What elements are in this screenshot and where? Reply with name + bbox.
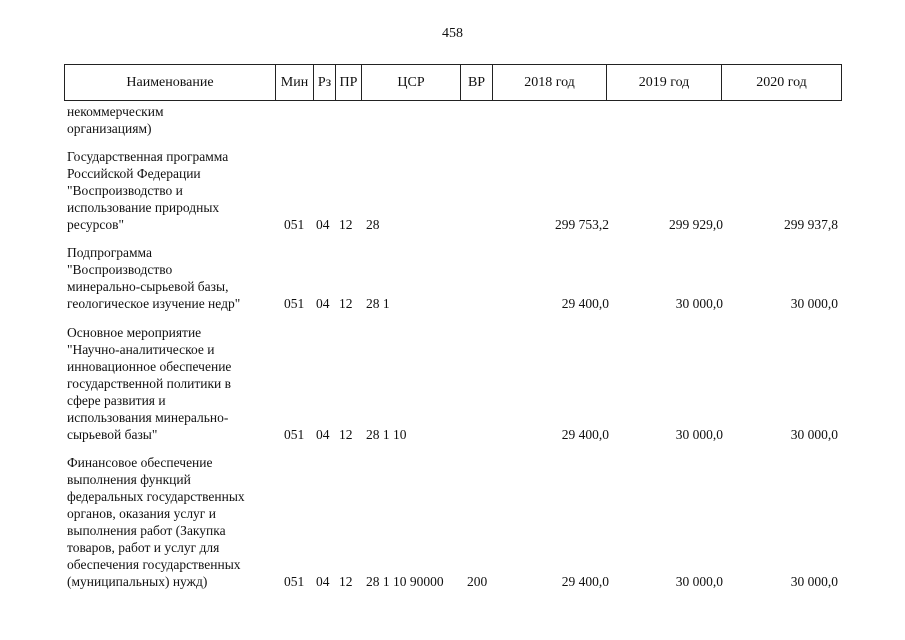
- row-name: Подпрограмма "Воспроизводство минерально-сырьевой базы, геологическое изучение недр": [67, 245, 241, 311]
- row-2020: 30 000,0: [790, 296, 838, 311]
- row-rz: 04: [316, 296, 330, 311]
- header-pr: ПР: [336, 65, 362, 101]
- row-rz: 04: [316, 427, 330, 442]
- row-vr: 200: [467, 574, 488, 589]
- header-vr: ВР: [461, 65, 493, 101]
- row-2018: 299 753,2: [555, 217, 609, 232]
- row-csr: 28 1 10 90000: [366, 574, 444, 589]
- row-min: 051: [284, 427, 305, 442]
- row-pr: 12: [339, 574, 353, 589]
- row-2020: 30 000,0: [790, 427, 838, 442]
- header-2018: 2018 год: [493, 65, 607, 101]
- header-rz: Рз: [314, 65, 336, 101]
- row-2019: 30 000,0: [675, 574, 723, 589]
- header-min: Мин: [276, 65, 314, 101]
- table-header: [64, 64, 842, 101]
- row-rz: 04: [316, 217, 330, 232]
- row-2018: 29 400,0: [561, 574, 609, 589]
- row-2019: 30 000,0: [675, 427, 723, 442]
- page-number: 458: [442, 26, 463, 41]
- row-csr: 28 1: [366, 296, 390, 311]
- row-csr: 28: [366, 217, 380, 232]
- row-name: Государственная программа Российской Федерации "Воспроизводство и использование природных ресурсов": [67, 149, 229, 232]
- row-2018: 29 400,0: [561, 427, 609, 442]
- row-pr: 12: [339, 217, 353, 232]
- header-2020: 2020 год: [722, 65, 842, 101]
- row-min: 051: [284, 574, 305, 589]
- header-csr: ЦСР: [362, 65, 461, 101]
- row-min: 051: [284, 296, 305, 311]
- row-2019: 299 929,0: [669, 217, 723, 232]
- row-2020: 30 000,0: [790, 574, 838, 589]
- row-2018: 29 400,0: [561, 296, 609, 311]
- row-rz: 04: [316, 574, 330, 589]
- row-pr: 12: [339, 427, 353, 442]
- row-2020: 299 937,8: [784, 217, 838, 232]
- row-csr: 28 1 10: [366, 427, 407, 442]
- row-name: Основное мероприятие "Научно-аналитическое и инновационное обеспечение государственной политики в сфере развития и использования минерально- сырьевой базы": [67, 325, 232, 442]
- row-pr: 12: [339, 296, 353, 311]
- header-2019: 2019 год: [607, 65, 722, 101]
- row-name: Финансовое обеспечение выполнения функций федеральных государственных органов, оказания услуг и выполнения работ (Закупка товаров, работ и услуг для обеспечения государственных (муниципальных) нужд): [67, 455, 245, 589]
- row-2019: 30 000,0: [675, 296, 723, 311]
- continuation-text: некоммерческим организациям): [67, 104, 164, 136]
- header-name: Наименование: [65, 65, 276, 101]
- row-min: 051: [284, 217, 305, 232]
